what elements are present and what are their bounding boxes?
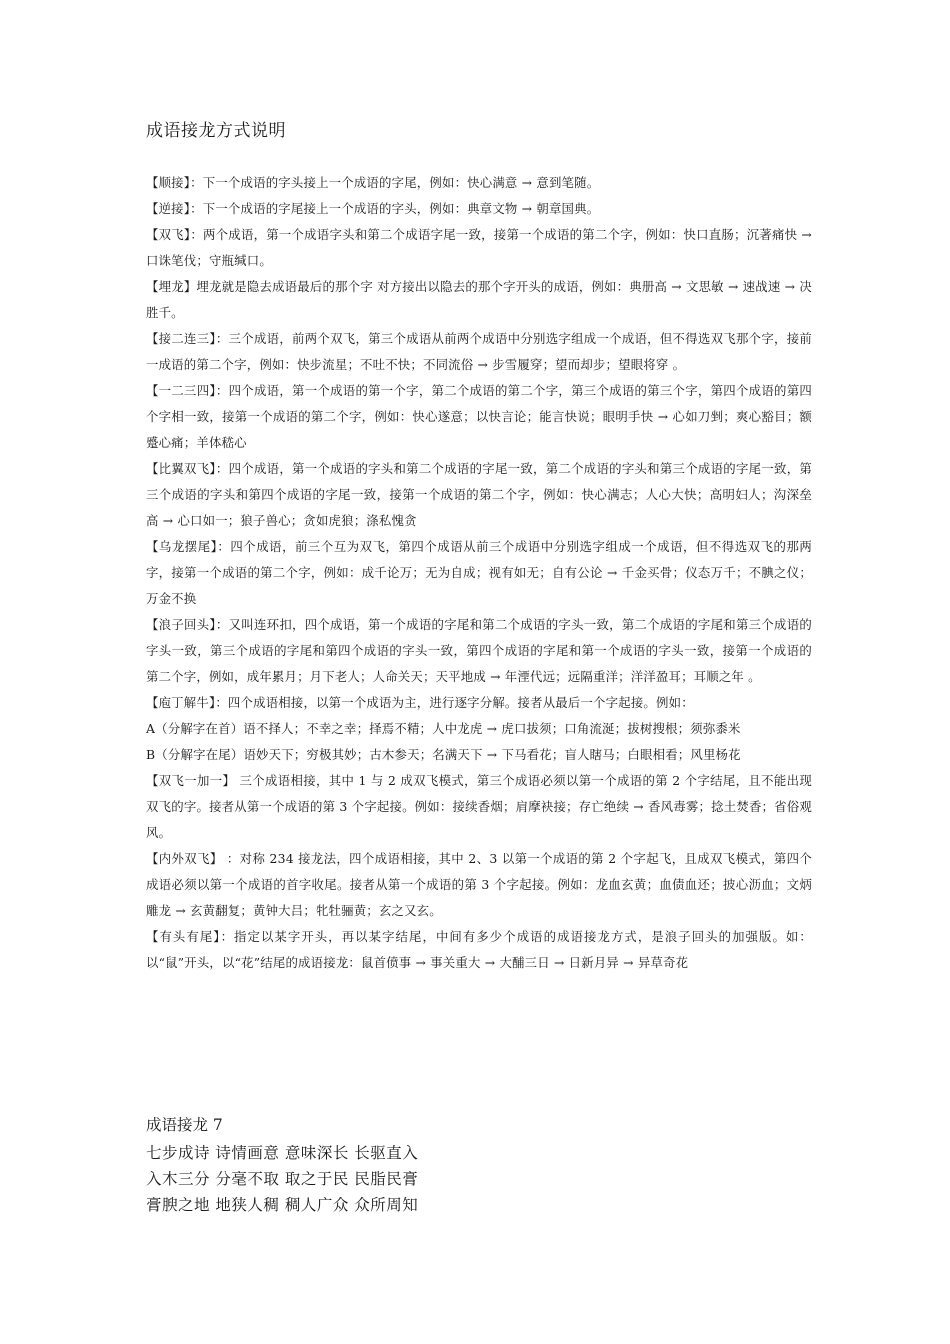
rule-paragraph: 【乌龙摆尾】：四个成语，前三个互为双飞，第四个成语从前三个成语中分别选字组成一个成语，但不得选双飞的那两字，接第一个成语的第二个字，例如：成千论万；无为自成；视有如无；自有公论 → 千金买骨；仪态万千；不腆之仪；万金不换 — [146, 539, 812, 606]
chain-line: 七步成诗 诗情画意 意味深长 长驱直入 — [146, 1144, 419, 1162]
document-title: 成语接龙方式说明 — [146, 121, 286, 141]
rule-paragraph: 【内外双飞】 ：对称 234 接龙法，四个成语相接，其中 2、3 以第一个成语的第 2 个字起飞，且成双飞模式，第四个成语必须以第一个成语的首字收尾。接者从第一个成语的第 3 个字起接。例如：龙血玄黄；血债血还；披心沥血；文炳雕龙 → 玄黄翻复；黄钟大吕；牝牡骊黄；玄之又玄。 — [146, 851, 812, 918]
chain-line: 入木三分 分毫不取 取之于民 民脂民膏 — [146, 1170, 419, 1188]
rule-paragraph: 【逆接】：下一个成语的字尾接上一个成语的字头，例如：典章文物 → 朝章国典。 — [146, 201, 600, 216]
rules-list — [146, 170, 812, 976]
rule-paragraph: 【庖丁解牛】：四个成语相接，以第一个成语为主，进行逐字分解。接者从最后一个字起接。例如： — [146, 695, 694, 710]
chain-line: 膏腴之地 地狭人稠 稠人广众 众所周知 — [146, 1196, 419, 1214]
rule-paragraph: 【双飞】：两个成语，第一个成语字头和第二个成语字尾一致，接第一个成语的第二个字，例如：快口直肠；沉著痛快 → 口诛笔伐；守瓶缄口。 — [146, 227, 812, 268]
rule-example-b: B（分解字在尾）语妙天下；穷极其妙；古木参天；名满天下 → 下马看花；盲人瞎马；白眼相看；风里杨花 — [146, 747, 741, 762]
rule-paragraph: 【接二连三】：三个成语，前两个双飞，第三个成语从前两个成语中分别选字组成一个成语，但不得选双飞那个字，接前一成语的第二个字，例如：快步流星；不吐不快；不同流俗 → 步雪履穿；望而却步；望眼将穿 。 — [146, 331, 812, 372]
rule-paragraph: 【比翼双飞】：四个成语，第一个成语的字头和第二个成语的字尾一致，第二个成语的字头和第三个成语的字尾一致，第三个成语的字头和第四个成语的字尾一致，接第一个成语的第二个字，例如：快心满志；人心大快；高明妇人；沟深垒高 → 心口如一；狼子兽心；贪如虎狼；涤私愧贪 — [146, 461, 812, 528]
rule-paragraph: 【有头有尾】：指定以某字开头，再以某字结尾，中间有多少个成语的成语接龙方式，是浪子回头的加强版。如：以“鼠”开头，以“花”结尾的成语接龙：鼠首偾事 → 事关重大 → 大酺三日 → 日新月异 → 异草奇花 — [146, 929, 812, 970]
rule-paragraph: 【双飞一加一】 三个成语相接，其中 1 与 2 成双飞模式，第三个成语必须以第一个成语的第 2 个字结尾，且不能出现双飞的字。接者从第一个成语的第 3 个字起接。例如：接续香烟；肩摩袂接；存亡绝续 → 香风毒雾；捻土焚香；省俗观风。 — [146, 773, 812, 840]
section-title: 成语接龙 7 — [146, 1116, 223, 1134]
rule-paragraph: 【顺接】：下一个成语的字头接上一个成语的字尾，例如：快心满意 → 意到笔随。 — [146, 175, 600, 190]
rule-paragraph: 【浪子回头】：又叫连环扣，四个成语，第一个成语的字尾和第二个成语的字头一致，第二个成语的字尾和第三个成语的字头一致，第三个成语的字尾和第四个成语的字头一致，第四个成语的字尾和第一个成语的字头一致，接第一个成语的第二个字，例如，成年累月；月下老人；人命关天；天平地成 → 年湮代远；远隔重洋；洋洋盈耳；耳顺之年 。 — [146, 617, 812, 684]
idiom-chain — [146, 1140, 418, 1218]
rule-paragraph: 【一二三四】：四个成语，第一个成语的第一个字，第二个成语的第二个字，第三个成语的第三个字，第四个成语的第四个字相一致，接第一个成语的第二个字，例如：快心遂意；以快言论；能言快说；眼明手快 → 心如刀剉；爽心豁目；额蹙心痛；羊体嵇心 — [146, 383, 812, 450]
rule-example-a: A（分解字在首）语不择人；不幸之幸；择焉不精；人中龙虎 → 虎口拔须；口角流涎；拔树搜根；须弥黍米 — [146, 721, 741, 736]
rule-paragraph: 【埋龙】埋龙就是隐去成语最后的那个字 对方接出以隐去的那个字开头的成语，例如：典册高 → 文思敏 → 速战速 → 决胜千。 — [146, 279, 812, 320]
